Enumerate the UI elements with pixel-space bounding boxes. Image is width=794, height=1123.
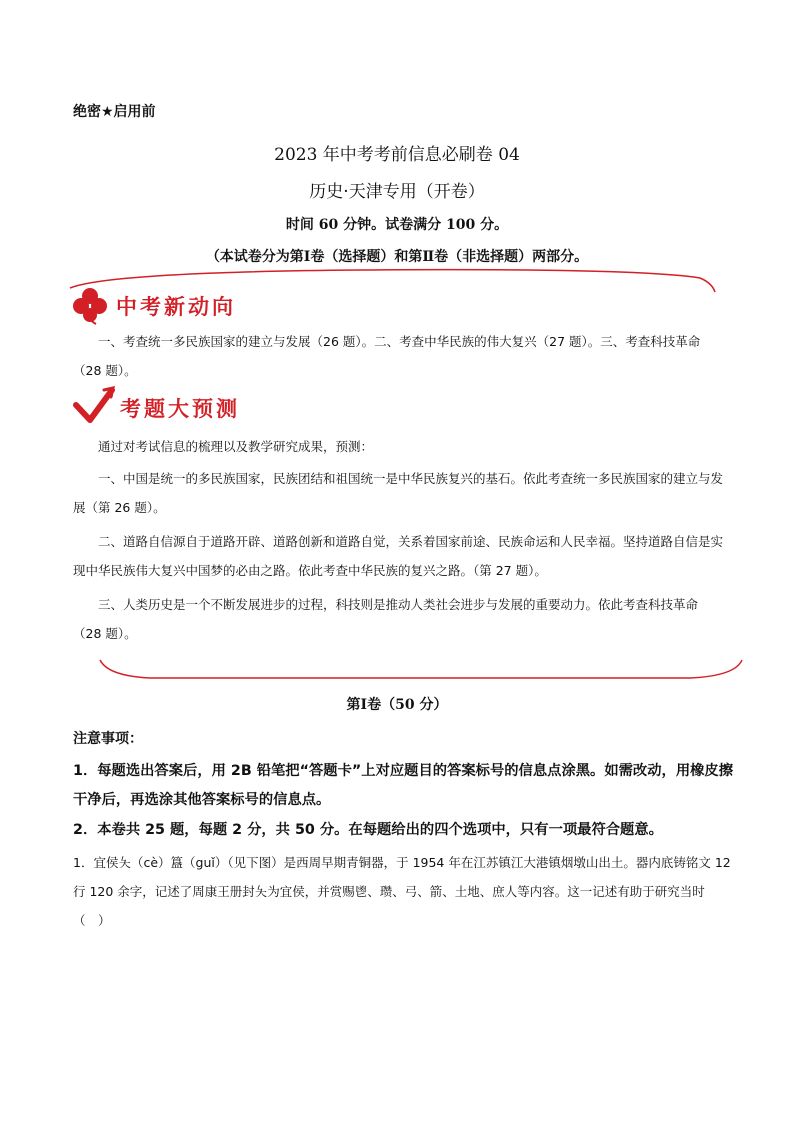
- exam-title: 2023 年中考考前信息必刷卷 04: [274, 145, 520, 165]
- section-title: 第Ⅰ卷（50 分）: [346, 697, 448, 713]
- check-icon: [76, 388, 113, 420]
- banner-new-trends-label: 中考新动向: [116, 295, 236, 319]
- banner-prediction-label: 考题大预测: [120, 397, 240, 421]
- confidential-mark: 绝密★启用前: [73, 104, 156, 120]
- notice-heading: 注意事项：: [73, 731, 143, 747]
- prediction-item-3: 三、人类历史是一个不断发展进步的过程，科技则是推动人类社会进步与发展的重要动力。依此考查科技革命（28 题）。: [73, 597, 699, 641]
- exam-time: 时间 60 分钟。试卷满分 100 分。: [285, 217, 509, 233]
- clover-icon: [73, 288, 107, 324]
- exam-subtitle: 历史·天津专用（开卷）: [309, 182, 485, 202]
- prediction-item-2: 二、道路自信源自于道路开辟、道路创新和道路自觉，关系着国家前途、民族命运和人民幸福。坚持道路自信是实现中华民族伟大复兴中国梦的必由之路。依此考查中华民族的复兴之路。（第 27 题）。: [73, 534, 724, 578]
- notice-item-1: 1．每题选出答案后，用 2B 铅笔把“答题卡”上对应题目的答案标号的信息点涂黑。如需改动，用橡皮擦干净后，再选涂其他答案标号的信息点。: [73, 763, 734, 808]
- exam-note: （本试卷分为第Ⅰ卷（选择题）和第Ⅱ卷（非选择题）两部分。: [205, 249, 589, 265]
- prediction-intro: 通过对考试信息的梳理以及教学研究成果，预测：: [98, 439, 374, 454]
- prediction-item-1: 一、中国是统一的多民族国家，民族团结和祖国统一是中华民族复兴的基石。依此考查统一多民族国家的建立与发展（第 26 题）。: [73, 471, 724, 515]
- notice-item-2: 2．本卷共 25 题，每题 2 分，共 50 分。在每题给出的四个选项中，只有一项最符合题意。: [73, 822, 663, 838]
- question-1: 1．宜侯夨（cè）簋（guǐ）（见下图）是西周早期青铜器，于 1954 年在江苏镇江大港镇烟墩山出土。器内底铸铭文 12 行 120 余字，记述了周康王册封夨为宜侯，并赏赐鬯、瓒、弓、箭、土地、庶人等内容。这一记述有助于研究当时（ ）: [73, 855, 731, 928]
- new-trends-text: 一、考查统一多民族国家的建立与发展（26 题）。二、考查中华民族的伟大复兴（27 题）。三、考查科技革命（28 题）。: [73, 334, 701, 378]
